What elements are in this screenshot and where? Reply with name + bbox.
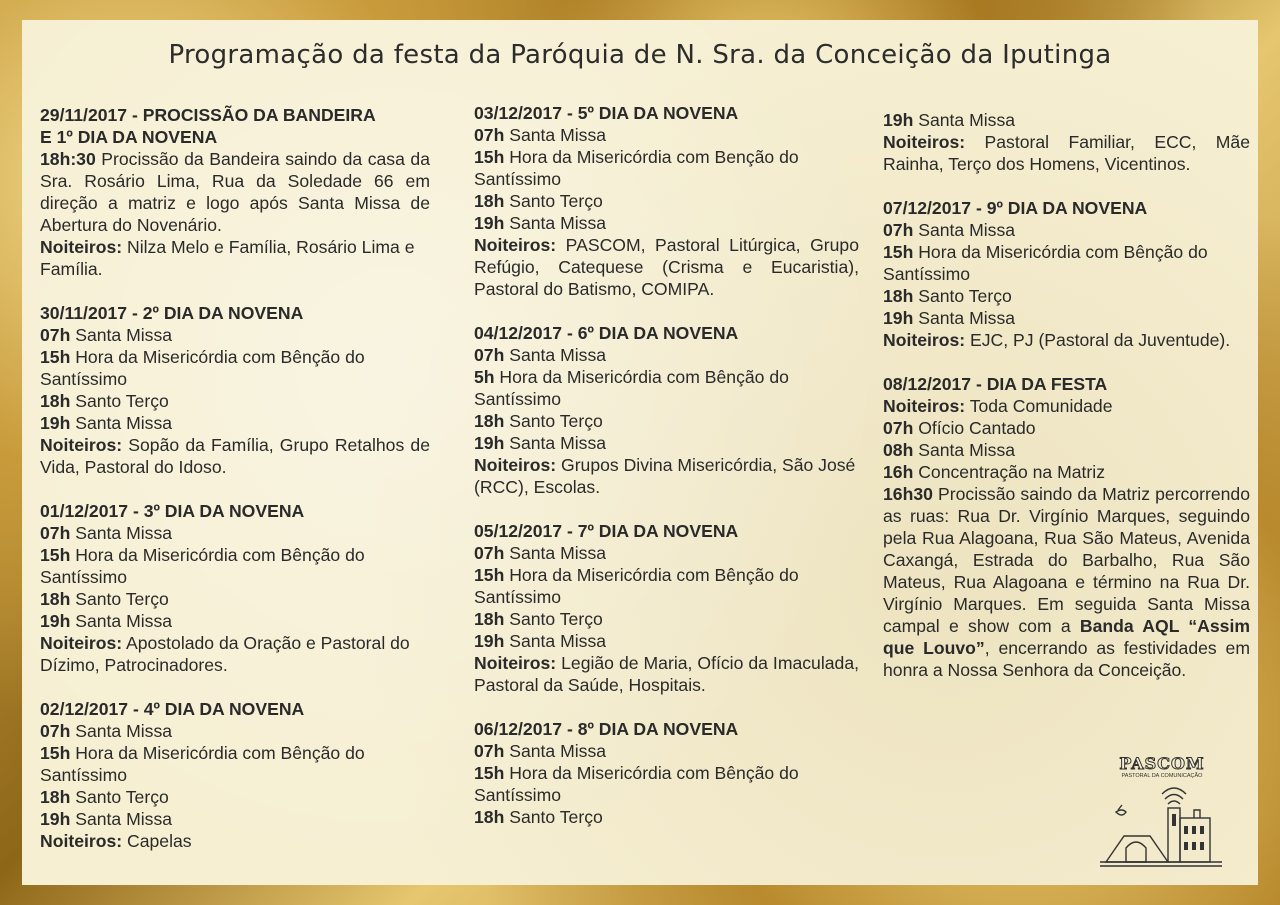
schedule-time: 15h xyxy=(40,545,71,565)
schedule-text: Santa Missa xyxy=(70,611,173,631)
schedule-text-end: , encerrando as festividades em honra a Nossa Senhora da Conceição. xyxy=(883,638,1250,680)
schedule-time: 18h xyxy=(40,391,71,411)
schedule-time: 19h xyxy=(474,433,505,453)
schedule-line xyxy=(40,236,430,280)
schedule-text: Santo Terço xyxy=(504,807,603,827)
day-heading: 06/12/2017 - 8º DIA DA NOVENA xyxy=(474,719,739,739)
schedule-time: 15h xyxy=(474,147,505,167)
schedule-text: Apostolado da Oração e Pastoral do Dízimo, Patrocinadores. xyxy=(40,633,410,675)
schedule-text: Hora da Misericórdia com Benção do Santíssimo xyxy=(474,147,799,189)
schedule-time: 07h xyxy=(40,721,71,741)
schedule-line xyxy=(883,241,1250,285)
schedule-time: Noiteiros: xyxy=(883,132,966,152)
day-heading: E 1º DIA DA NOVENA xyxy=(40,127,218,147)
schedule-text: Santa Missa xyxy=(913,440,1016,460)
schedule-line xyxy=(40,808,430,830)
schedule-line xyxy=(474,740,859,762)
schedule-text: Santo Terço xyxy=(70,391,169,411)
schedule-text: Santo Terço xyxy=(70,787,169,807)
schedule-time: 18h xyxy=(474,191,505,211)
day-block xyxy=(40,698,430,852)
schedule-time: 18h xyxy=(883,286,914,306)
schedule-text: Grupos Divina Misericórdia, São José (RCC), Escolas. xyxy=(474,455,856,497)
day-block xyxy=(40,302,430,478)
schedule-text: Hora da Misericórdia com Bênção do Santíssimo xyxy=(40,347,365,389)
schedule-time: 07h xyxy=(474,345,505,365)
schedule-line xyxy=(40,588,430,610)
schedule-line xyxy=(40,390,430,412)
schedule-text: Santo Terço xyxy=(504,191,603,211)
day-block xyxy=(40,104,430,280)
schedule-text: Toda Comunidade xyxy=(965,396,1113,416)
schedule-text: Santa Missa xyxy=(504,543,607,563)
schedule-time: 19h xyxy=(474,213,505,233)
schedule-time: 07h xyxy=(883,418,914,438)
schedule-time: Noiteiros: xyxy=(883,396,966,416)
schedule-line xyxy=(474,212,859,234)
schedule-text: Capelas xyxy=(122,831,192,851)
schedule-text: Procissão saindo da Matriz percorrendo as ruas: Rua Dr. Virgínio Marques, seguindo pela Rua Alagoana, Rua São Mateus, Avenida Caxangá, Estrada do Barbalho, Rua São Mateus, Rua Alagoana e término na Rua Dr. Virgínio Marques. Em seguida Santa Missa campal e show com a xyxy=(883,484,1250,636)
schedule-line xyxy=(883,219,1250,241)
schedule-time: 18h xyxy=(474,807,505,827)
schedule-text: Nilza Melo e Família, Rosário Lima e Família. xyxy=(40,237,415,279)
schedule-text: Pastoral Familiar, ECC, Mãe Rainha, Terço dos Homens, Vicentinos. xyxy=(883,132,1250,174)
pascom-logo xyxy=(1096,752,1226,872)
schedule-line xyxy=(474,432,859,454)
schedule-time: 07h xyxy=(40,523,71,543)
schedule-time: 16h30 xyxy=(883,484,933,504)
schedule-time: Noiteiros: xyxy=(474,455,557,475)
schedule-text: Santa Missa xyxy=(70,523,173,543)
schedule-time: 18h xyxy=(474,411,505,431)
schedule-time: 19h xyxy=(883,308,914,328)
schedule-line xyxy=(40,434,430,478)
schedule-time: 19h xyxy=(40,413,71,433)
schedule-time: Noiteiros: xyxy=(883,330,966,350)
schedule-line xyxy=(40,742,430,786)
schedule-time: 15h xyxy=(40,743,71,763)
schedule-time: Noiteiros: xyxy=(40,831,123,851)
schedule-text: Santo Terço xyxy=(504,411,603,431)
schedule-time: 15h xyxy=(474,763,505,783)
day-block xyxy=(474,102,859,300)
day-block xyxy=(883,109,1250,175)
schedule-line xyxy=(474,234,859,300)
schedule-line xyxy=(883,417,1250,439)
schedule-text: Hora da Misericórdia com Bênção do Santíssimo xyxy=(474,565,799,607)
schedule-text: Santo Terço xyxy=(504,609,603,629)
schedule-line xyxy=(40,324,430,346)
day-heading: 29/11/2017 - PROCISSÃO DA BANDEIRA xyxy=(40,105,376,125)
schedule-line xyxy=(474,762,859,806)
column-3 xyxy=(883,109,1250,703)
schedule-line xyxy=(40,522,430,544)
schedule-time: 07h xyxy=(474,543,505,563)
band-name: Banda AQL “Assim que Louvo” xyxy=(883,616,1250,658)
day-heading: 07/12/2017 - 9º DIA DA NOVENA xyxy=(883,198,1148,218)
schedule-line xyxy=(474,630,859,652)
schedule-time: 08h xyxy=(883,440,914,460)
schedule-time: Noiteiros: xyxy=(474,235,557,255)
schedule-line xyxy=(883,395,1250,417)
schedule-text: Santa Missa xyxy=(504,213,607,233)
schedule-time: 19h xyxy=(40,611,71,631)
schedule-text: Santa Missa xyxy=(504,631,607,651)
schedule-text: Santo Terço xyxy=(913,286,1012,306)
schedule-text: Ofício Cantado xyxy=(913,418,1036,438)
day-heading: 30/11/2017 - 2º DIA DA NOVENA xyxy=(40,303,304,323)
day-heading: 05/12/2017 - 7º DIA DA NOVENA xyxy=(474,521,739,541)
schedule-time: 15h xyxy=(474,565,505,585)
schedule-line xyxy=(474,146,859,190)
schedule-line xyxy=(40,632,430,676)
schedule-time: 15h xyxy=(883,242,914,262)
schedule-text: Sopão da Família, Grupo Retalhos de Vida, Pastoral do Idoso. xyxy=(40,435,430,477)
schedule-text: Santa Missa xyxy=(70,809,173,829)
schedule-line xyxy=(883,461,1250,483)
day-heading: 01/12/2017 - 3º DIA DA NOVENA xyxy=(40,501,305,521)
schedule-line xyxy=(474,806,859,828)
schedule-time: 18h xyxy=(474,609,505,629)
schedule-text: Hora da Misericórdia com Bênção do Santíssimo xyxy=(40,743,365,785)
logo-subtitle: PASTORAL DA COMUNICAÇÃO xyxy=(1121,773,1203,779)
schedule-time: Noiteiros: xyxy=(40,435,123,455)
schedule-text: Santa Missa xyxy=(70,721,173,741)
schedule-text: Santa Missa xyxy=(504,433,607,453)
schedule-text: Santa Missa xyxy=(70,325,173,345)
schedule-time: 19h xyxy=(40,809,71,829)
schedule-time: 07h xyxy=(40,325,71,345)
schedule-text: Hora da Misericórdia com Bênção do Santíssimo xyxy=(474,367,789,409)
day-heading: 04/12/2017 - 6º DIA DA NOVENA xyxy=(474,323,739,343)
column-2 xyxy=(474,102,859,850)
schedule-line xyxy=(474,410,859,432)
schedule-line xyxy=(883,483,1250,681)
schedule-time: Noiteiros: xyxy=(474,653,557,673)
day-heading: 08/12/2017 - DIA DA FESTA xyxy=(883,374,1108,394)
schedule-time: 07h xyxy=(474,125,505,145)
schedule-line xyxy=(883,131,1250,175)
schedule-line xyxy=(40,830,430,852)
column-1 xyxy=(40,104,430,874)
schedule-time: 07h xyxy=(883,220,914,240)
schedule-text: Concentração na Matriz xyxy=(913,462,1105,482)
schedule-line xyxy=(474,344,859,366)
schedule-line xyxy=(474,608,859,630)
schedule-text: Legião de Maria, Ofício da Imaculada, Pastoral da Saúde, Hospitais. xyxy=(474,653,859,695)
day-heading: 03/12/2017 - 5º DIA DA NOVENA xyxy=(474,103,739,123)
schedule-line xyxy=(474,190,859,212)
schedule-line xyxy=(40,148,430,236)
schedule-line xyxy=(474,652,859,696)
schedule-line xyxy=(40,544,430,588)
schedule-text: Procissão da Bandeira saindo da casa da Sra. Rosário Lima, Rua da Soledade 66 em direção a matriz e logo após Santa Missa de Abertura do Novenário. xyxy=(40,149,430,235)
schedule-text: Hora da Misericórdia com Bênção do Santíssimo xyxy=(40,545,365,587)
day-block xyxy=(474,520,859,696)
schedule-time: 19h xyxy=(474,631,505,651)
schedule-line xyxy=(883,329,1250,351)
schedule-text: Hora da Misericórdia com Bênção do Santíssimo xyxy=(883,242,1208,284)
schedule-time: 19h xyxy=(883,110,914,130)
schedule-line xyxy=(474,542,859,564)
schedule-text: Santo Terço xyxy=(70,589,169,609)
schedule-line xyxy=(40,720,430,742)
day-block xyxy=(883,373,1250,681)
schedule-time: 16h xyxy=(883,462,914,482)
schedule-line xyxy=(883,307,1250,329)
schedule-time: Noiteiros: xyxy=(40,633,123,653)
day-block xyxy=(474,322,859,498)
schedule-time: 18h:30 xyxy=(40,149,96,169)
day-block xyxy=(883,197,1250,351)
schedule-line xyxy=(474,366,859,410)
schedule-text: EJC, PJ (Pastoral da Juventude). xyxy=(965,330,1231,350)
page-title: Programação da festa da Paróquia de N. Sra. da Conceição da Iputinga xyxy=(168,40,1112,70)
schedule-text: Santa Missa xyxy=(913,308,1016,328)
schedule-time: 07h xyxy=(474,741,505,761)
schedule-line xyxy=(883,439,1250,461)
schedule-text: Santa Missa xyxy=(504,345,607,365)
schedule-line xyxy=(40,610,430,632)
day-heading: 02/12/2017 - 4º DIA DA NOVENA xyxy=(40,699,305,719)
schedule-text: Hora da Misericórdia com Bênção do Santíssimo xyxy=(474,763,799,805)
schedule-text: Santa Missa xyxy=(504,741,607,761)
day-block xyxy=(474,718,859,828)
schedule-text: Santa Missa xyxy=(913,110,1016,130)
day-block xyxy=(40,500,430,676)
schedule-time: Noiteiros: xyxy=(40,237,123,257)
schedule-line xyxy=(883,285,1250,307)
schedule-time: 18h xyxy=(40,589,71,609)
schedule-text: PASCOM, Pastoral Litúrgica, Grupo Refúgio, Catequese (Crisma e Eucaristia), Pastoral do Batismo, COMIPA. xyxy=(474,235,859,299)
schedule-line xyxy=(40,786,430,808)
schedule-time: 15h xyxy=(40,347,71,367)
schedule-line xyxy=(474,454,859,498)
schedule-line xyxy=(40,346,430,390)
schedule-line xyxy=(474,564,859,608)
logo-name: PASCOM xyxy=(1119,754,1205,773)
schedule-line xyxy=(474,124,859,146)
schedule-time: 5h xyxy=(474,367,495,387)
schedule-time: 18h xyxy=(40,787,71,807)
schedule-text: Santa Missa xyxy=(913,220,1016,240)
schedule-text: Santa Missa xyxy=(70,413,173,433)
schedule-text: Santa Missa xyxy=(504,125,607,145)
schedule-line xyxy=(40,412,430,434)
schedule-line xyxy=(883,109,1250,131)
